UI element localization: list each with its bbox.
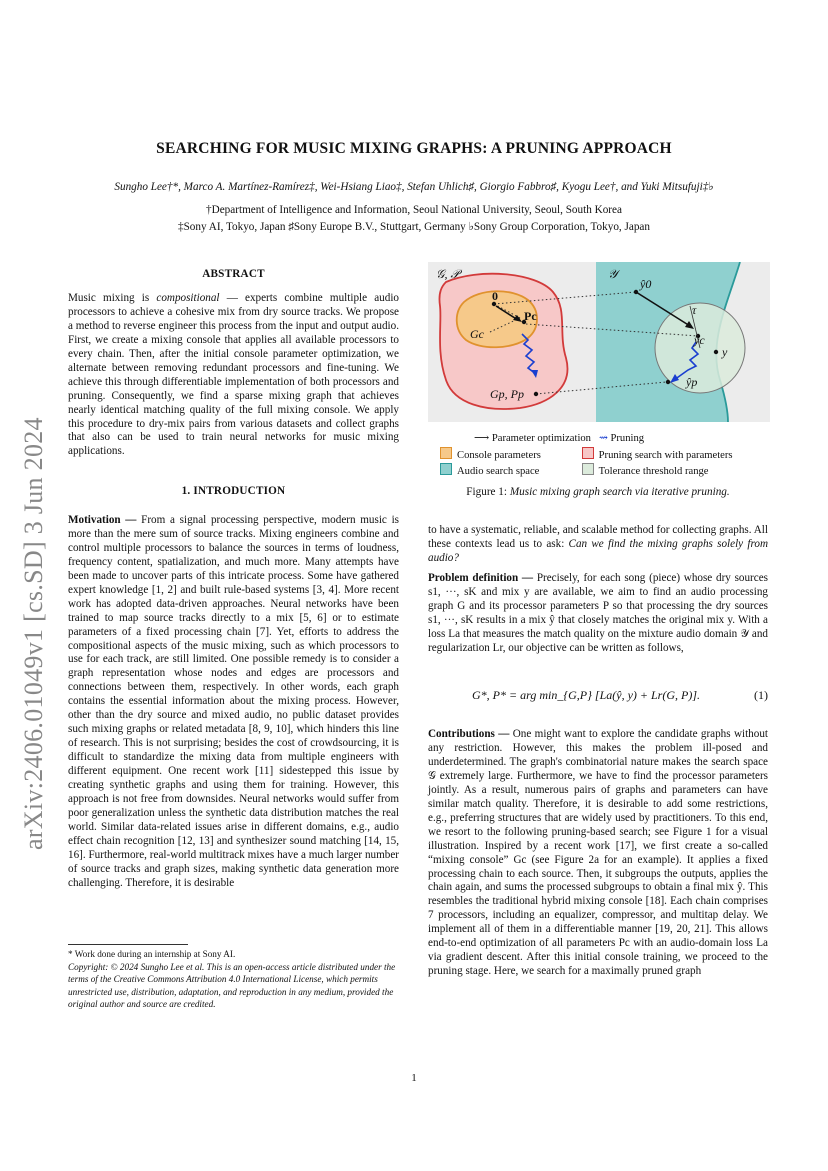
label-gp-pp: Gp, Pp <box>490 387 524 401</box>
equation-body: G*, P* = arg min_{G,P} [La(ŷ, y) + Lr(G, P)]. <box>472 688 700 702</box>
introduction-heading: 1. INTRODUCTION <box>181 485 286 497</box>
console-swatch-icon <box>440 447 452 459</box>
y0-point <box>634 290 638 294</box>
contributions-section <box>428 728 768 979</box>
label-gc: Gc <box>470 327 484 341</box>
footnote-rule <box>68 944 188 945</box>
equation-1 <box>428 688 768 703</box>
legend-tolerance-threshold: Tolerance threshold range <box>598 466 709 477</box>
abstract-section <box>68 268 399 459</box>
equation-number: (1) <box>754 688 768 702</box>
figure-1-caption <box>428 486 768 498</box>
label-audio-space: 𝒴 <box>608 267 618 281</box>
continuation-paragraph: to have a systematic, reliable, and scalable method for collecting graphs. All these contexts lead us to ask: Can we find the mixing graphs solely from audio? <box>428 524 768 564</box>
legend-row-2 <box>440 463 733 480</box>
legend-row-arrows <box>440 432 733 447</box>
zigzag-arrow-icon: ⇝ <box>598 433 608 444</box>
legend-parameter-optimization: Parameter optimization <box>491 433 591 444</box>
pruning-swatch-icon <box>582 447 594 459</box>
y-point <box>714 350 718 354</box>
abstract-text: Music mixing is compositional — experts combine multiple audio processors to achieve a cohesive mix from dry source tracks. We propose a method to reverse engineer this process from the input and output audio. First, we create a mixing console that applies all available processors to every chain. Then, after the initial console parameter optimization, we alternate between removing redundant processors and fine-tuning. We achieve this through differentiable implementation of both processors and pruning. Consequently, we find a sparse mixing graph that achieves nearly identical matching quality of the full mixing console. We apply this procedure to dry-mix pairs from various datasets and collect graphs that also can be used to train neural networks for music mixing applications. <box>68 291 399 458</box>
right-column-upper <box>428 524 768 656</box>
footnote <box>68 944 398 1011</box>
label-pc: Pc <box>524 309 537 323</box>
contributions-paragraph: Contributions — One might want to explore the candidate graphs without any restriction. However, this makes the problem ill-posed and underdetermined. The graph's combinatorial nature makes the search space 𝒢 extremely large. Furthermore, we have to find the processor parameters jointly. As a result, numerous pairs of graphs and parameters can have similar match quality. Therefore, it is desirable to add some restrictions, e.g., preferring structures that are widely used by practitioners. To this end, we resort to the following pruning-based search; see Figure 1 for a visual illustration. Inspired by a recent work [17], we first create a so-called “mixing console” Gc (see Figure 2a for an example). It applies a fixed processing chain to each source. Then, it subgroups the outputs, applies the chain again, and sums the processed subgroups to obtain a final mix ŷ. This resembles the traditional hybrid mixing console [18]. Each chain comprises 7 processors, including an equalizer, compressor, and multitap delay. We implement all of them in a differentiable manner [19, 20, 21]. This allows end-to-end optimization of all parameters Pc with an audio-domain loss La via gradient descent. After this initial console training, we proceed to the pruning stage. Here, we search for a maximally pruned graph <box>428 728 768 978</box>
footnote-internship: * Work done during an internship at Sony AI. <box>68 949 236 959</box>
arxiv-side-stamp: arXiv:2406.01049v1 [cs.SD] 3 Jun 2024 <box>19 417 48 850</box>
label-y0: ŷ0 <box>640 277 652 291</box>
affiliation-line-1: †Department of Intelligence and Information, Seoul National University, Seoul, South Korea <box>206 204 622 216</box>
legend-audio-search-space: Audio search space <box>457 466 540 477</box>
legend-console-parameters: Console parameters <box>457 449 541 461</box>
legend-pruning: Pruning <box>610 433 645 444</box>
introduction-section <box>68 485 399 891</box>
paper-title: SEARCHING FOR MUSIC MIXING GRAPHS: A PRUNING APPROACH <box>156 140 672 157</box>
legend-row-1 <box>440 447 733 464</box>
pp-point <box>534 392 538 396</box>
legend-pruning-search: Pruning search with parameters <box>598 449 733 461</box>
author-list: Sungho Lee†*, Marco A. Martínez-Ramírez‡, Wei-Hsiang Liao‡, Stefan Uhlich♯, Giorgio Fabbro♯, Kyogu Lee†, and Yuki Mitsufuji‡♭ <box>114 181 714 193</box>
label-zero: 0 <box>492 289 498 303</box>
label-yc: ŷc <box>694 333 705 347</box>
audio-swatch-icon <box>440 463 452 475</box>
arrow-icon: ⟶ <box>474 433 490 444</box>
footnote-copyright: Copyright: © 2024 Sungho Lee et al. This is an open-access article distributed under the terms of the Creative Commons Attribution 4.0 International License, which permits unrestricted use, distribution, adaptation, and reproduction in any medium, provided the original author and source are credited. <box>68 961 396 1010</box>
problem-definition-paragraph: Problem definition — Precisely, for each song (piece) whose dry sources s1, ···, sK and mix y are available, we aim to find an audio processing graph G and its processor parameters P so that processing the dry sources s1, ···, sK results in a mix ŷ that closely matches the original mix y. With a loss La that measures the match quality on the mixture audio domain 𝒴 and regularization Lr, our objective can be written as follows, <box>428 571 768 654</box>
motivation-paragraph: Motivation — From a signal processing perspective, modern music is more than the mere sum of source tracks. Mixing engineers combine and control multiple processors to balance the sources in terms of loudness, frequency content, spatialization, and much more. Many attempts have been made to uncover parts of this intricate process. Some have gathered expert knowledge [1, 2] and built rule-based systems [3, 4]. More recent work has adopted data-driven approaches. Neural networks have been trained to map source tracks directly to a mix [5, 6] or to estimate parameters of a fixed processing chain [7]. Yet, efforts to address the compositional aspects of the music mixing, such as which processors to use for each track, are still limited. One possible remedy is to consider a graph representation whose nodes and edges are processors and connections between them, respectively. In other words, each graph contains the essential information about the mixing process. However, other than the dry source and mixed audio, no public dataset provides such mixing graphs or related metadata [8, 9, 10], which hinders this line of research. This is not surprising; besides the cost of crowdsourcing, it is difficult to standardize the mixing data from multiple engineers with different equipment. One recent work [11] sidestepped this issue by creating synthetic graphs and using them for training. However, this approach is not free from downsides. Neural networks would suffer from poor generalization unless the synthetic data distribution matches the real world. Similar data-related issues arise in different domains, e.g., audio effect chain recognition [12, 13] and synthesizer sound matching [14, 15, 16]. Furthermore, real-world multitrack mixes have a much larger number of source tracks and graph sizes, making synthetic data generation more challenging. Therefore, it is desirable <box>68 513 399 889</box>
label-tau: τ <box>692 303 697 317</box>
page-number: 1 <box>411 1072 417 1084</box>
tolerance-swatch-icon <box>582 463 594 475</box>
figure-1-legend <box>440 432 733 480</box>
label-yp: ŷp <box>686 375 698 389</box>
affiliation-line-2: ‡Sony AI, Tokyo, Japan ♯Sony Europe B.V., Stuttgart, Germany ♭Sony Group Corporation, Tokyo, Japan <box>177 221 650 233</box>
label-y: y <box>722 345 728 359</box>
caption-text: Music mixing graph search via iterative pruning. <box>509 486 730 498</box>
label-graph-space: 𝒢, 𝒫 <box>436 267 460 281</box>
yp-point <box>666 380 670 384</box>
caption-label: Figure 1: <box>466 486 508 498</box>
abstract-heading: ABSTRACT <box>202 268 265 280</box>
figure-1-diagram <box>428 262 770 424</box>
